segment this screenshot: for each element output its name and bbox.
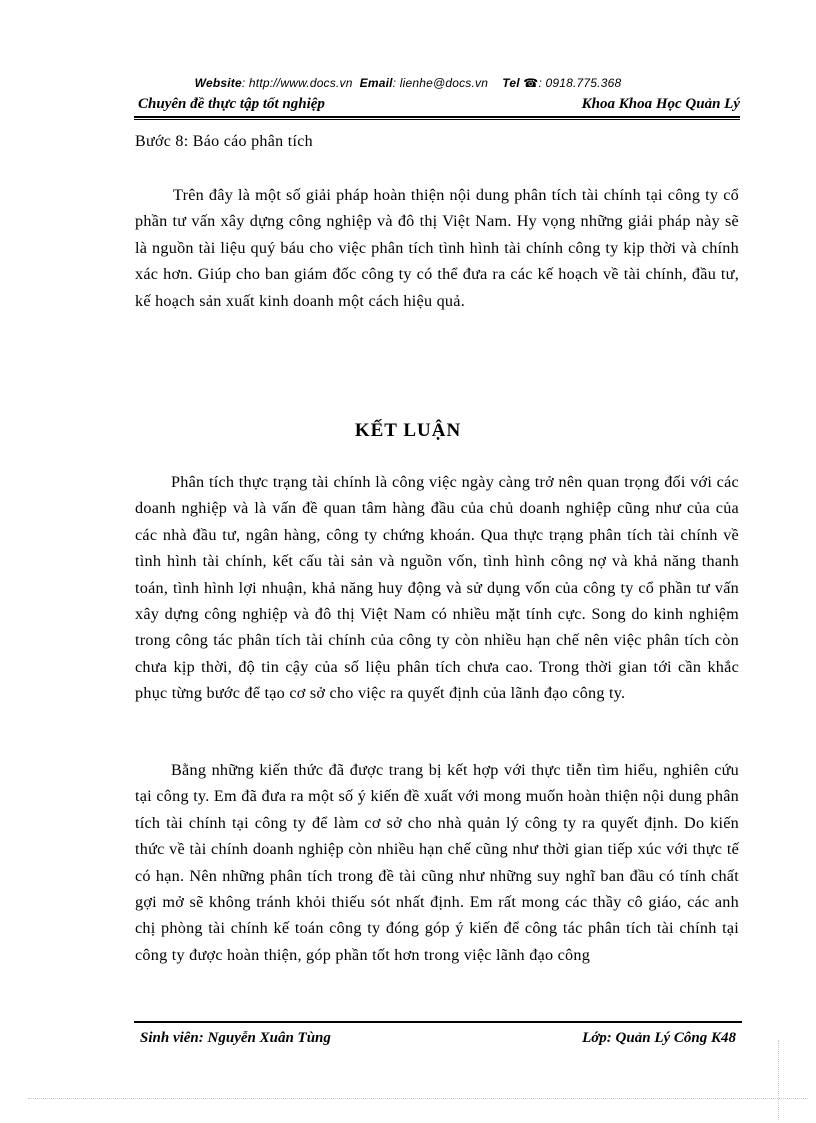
website-banner [0,76,816,90]
header-divider [134,119,740,120]
header-right: Khoa Khoa Học Quản Lý [581,96,740,112]
paragraph-1: Trên đây là một số giải pháp hoàn thiện nội dung phân tích tài chính tại công ty cổ phần tư vấn xây dựng công nghiệp và đô thị Việt Nam. Hy vọng những giải pháp này sẽ là nguồn tài liệu quý báu cho việc phân tích tình hình tài chính công ty kịp thời và chính xác hơn. Giúp cho ban giám đốc công ty có thể đưa ra các kế hoạch về tài chính, đầu tư, kế hoạch sản xuất kinh doanh một cách hiệu quả. [135,186,739,310]
email-value[interactable]: : lienhe@docs.vn [392,76,489,90]
footer-class: Lớp: Quản Lý Công K48 [582,1030,736,1046]
page-header [134,94,740,118]
email-label: Email [359,76,393,90]
website-label: Website [194,76,242,90]
paragraph-3: Bằng những kiến thức đã được trang bị kết hợp với thực tiễn tìm hiểu, nghiên cứu tại công ty. Em đã đưa ra một số ý kiến đề xuất với mong muốn hoàn thiện nội dung phân tích tài chính tại công ty để làm cơ sở cho nhà quản lý công ty ra quyết định. Do kiến thức về tài chính doanh nghiệp còn nhiều hạn chế cũng như thời gian tiếp xúc với thực tế có hạn. Nên những phân tích trong đề tài cũng như những suy nghĩ ban đầu có tính chất gợi mở sẽ không tránh khỏi thiếu sót nhất định. Em rất mong các thầy cô giáo, các anh chị phòng tài chính kế toán công ty đóng góp ý kiến để công tác phân tích tài chính tại công ty được hoàn thiện, góp phần tốt hơn trong việc lãnh đạo công [135,761,739,964]
footer-divider [134,1021,742,1023]
tel-label: Tel [502,76,520,90]
website-url[interactable]: : http://www.docs.vn [241,76,353,90]
footer-student: Sinh viên: Nguyễn Xuân Tùng [140,1030,331,1046]
tel-value: : 0918.775.368 [538,76,622,90]
paragraph-2: Phân tích thực trạng tài chính là công việc ngày càng trở nên quan trọng đối với các doanh nghiệp và là vấn đề quan tâm hàng đầu của chủ doanh nghiệp cũng như của của các nhà đầu tư, ngân hàng, công ty chứng khoán. Qua thực trạng phân tích tài chính về tình hình tài chính, kết cấu tài sản và nguồn vốn, tình hình công nợ và khả năng thanh toán, tình hình lợi nhuận, khả năng huy động và sử dụng vốn của công ty cổ phần tư vấn xây dựng công nghiệp và đô thị Việt Nam có nhiều mặt tính cực. Song do kinh nghiệm trong công tác phân tích tài chính của công ty còn nhiều hạn chế nên việc phân tích còn chưa kịp thời, độ tin cậy của số liệu phân tích chưa cao. Trong thời gian tới cần khắc phục từng bước để tạo cơ sở cho việc ra quyết định của lãnh đạo công ty. [135,473,739,703]
page-corner-guide [778,1040,779,1120]
conclusion-title: KẾT LUẬN [354,420,462,441]
step-heading: Bước 8: Báo cáo phân tích [135,133,313,150]
header-left: Chuyên đề thực tập tốt nghiệp [138,96,325,112]
page-bottom-guide [28,1098,808,1099]
phone-icon: ☎ [523,76,539,90]
